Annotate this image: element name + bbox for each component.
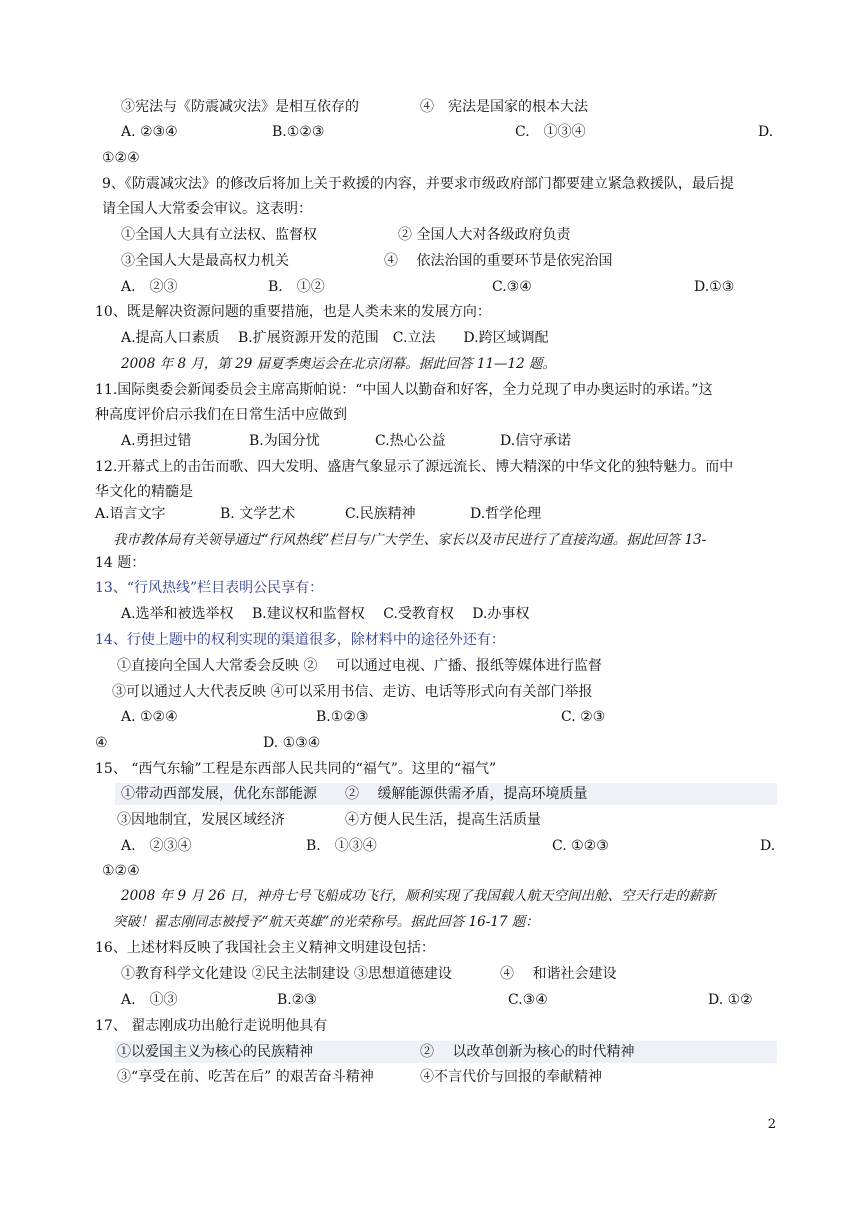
option-statement: ③“享受在前、吃苦在后” 的艰苦奋斗精神 bbox=[117, 1069, 374, 1085]
answer-choice-d: D. ①③④ bbox=[263, 735, 321, 751]
question-13: 13、“行风热线”栏目表明公民享有： bbox=[95, 580, 324, 596]
option-statement: ② 以改革创新为核心的时代精神 bbox=[420, 1044, 635, 1060]
question-16: 16、上述材料反映了我国社会主义精神文明建设包括： bbox=[95, 940, 435, 956]
answer-choice-c: C.③④ bbox=[492, 279, 532, 295]
page-number: 2 bbox=[767, 1117, 776, 1132]
option-statement: ③全国人大是最高权力机关 bbox=[121, 253, 289, 269]
question-9-cont: 请全国人大常委会审议。这表明： bbox=[102, 201, 312, 217]
passage-intro-cont: 14 题： bbox=[95, 555, 146, 571]
answer-choice-b: B. ①② bbox=[268, 279, 325, 295]
answer-choice-a: A. ②③④ bbox=[121, 124, 178, 140]
answer-choice-a: A.勇担过错 bbox=[121, 433, 192, 449]
answer-choice-d: D.①③ bbox=[694, 279, 735, 295]
answer-choice-b: B. 文学艺术 bbox=[220, 506, 296, 522]
answer-choice-b: B.①②③ bbox=[272, 124, 325, 140]
question-14: 14、行使上题中的权利实现的渠道很多，除材料中的途径外还有： bbox=[95, 632, 505, 648]
answer-choice-d: D. bbox=[758, 124, 774, 140]
answer-choices: A.选举和被选举权 B.建议权和监督权 C.受教育权 D.办事权 bbox=[121, 606, 530, 622]
answer-choice-c: C. ②③ bbox=[561, 709, 606, 725]
answer-choice-c: C. ①③④ bbox=[515, 124, 586, 140]
option-statement: ①以爱国主义为核心的民族精神 bbox=[117, 1044, 313, 1060]
answer-choice-d: D.信守承诺 bbox=[500, 433, 572, 449]
answer-choice-a: A. ①③ bbox=[121, 992, 178, 1008]
answer-choice-d-cont: ①②④ bbox=[102, 863, 140, 879]
question-9: 9、《防震减灾法》的修改后将加上关于救援的内容，并要求市级政府部门都要建立紧急救援队，最后提 bbox=[102, 176, 734, 192]
answer-choice-d: D. bbox=[760, 838, 776, 854]
question-12-cont: 华文化的精髓是 bbox=[95, 484, 193, 500]
option-statement: ④ 依法治国的重要环节是依宪治国 bbox=[384, 253, 613, 269]
question-15: 15、 “西气东输”工程是东西部人民共同的“福气”。这里的“福气” bbox=[95, 761, 497, 777]
option-statement: ② 全国人大对各级政府负责 bbox=[398, 227, 571, 243]
answer-choice-a: A.语言文字 bbox=[95, 506, 166, 522]
answer-choice-c: C.热心公益 bbox=[375, 433, 446, 449]
answer-choice-d: D.哲学伦理 bbox=[470, 506, 542, 522]
answer-choice-c-cont: ④ bbox=[95, 735, 108, 751]
answer-choice-a: A. ②③ bbox=[121, 279, 178, 295]
answer-choice-d-cont: ①②④ bbox=[102, 150, 140, 166]
answer-choice-a: A. ②③④ bbox=[121, 838, 192, 854]
option-statement: ①直接向全国人大常委会反映 ② 可以通过电视、广播、报纸等媒体进行监督 bbox=[117, 658, 602, 674]
question-11: 11.国际奥委会新闻委员会主席高斯帕说：“中国人以勤奋和好客，全力兑现了申办奥运时的承诺。”这 bbox=[95, 382, 713, 398]
answer-choice-c: C. ①②③ bbox=[552, 838, 609, 854]
passage-intro: 我市教体局有关领导通过“行风热线”栏目与广大学生、家长以及市民进行了直接沟通。据此回答 13- bbox=[113, 532, 707, 548]
answer-choice-c: C.民族精神 bbox=[345, 506, 416, 522]
option-statement: ①全国人大具有立法权、监督权 bbox=[121, 227, 317, 243]
option-statement: ④ 宪法是国家的根本大法 bbox=[420, 99, 588, 115]
option-statement: ③宪法与《防震减灾法》是相互依存的 bbox=[121, 99, 359, 115]
answer-choice-d: D. ①② bbox=[708, 992, 753, 1008]
answer-choice-b: B.①②③ bbox=[316, 709, 369, 725]
question-12: 12.开幕式上的击缶而歌、四大发明、盛唐气象显示了源远流长、博大精深的中华文化的独特魅力。而中 bbox=[95, 459, 734, 475]
answer-choice-b: B.为国分忧 bbox=[249, 433, 320, 449]
passage-intro: 2008 年 8 月，第 29 届夏季奥运会在北京闭幕。据此回答 11—12 题。 bbox=[121, 356, 557, 372]
answer-choice-a: A. ①②④ bbox=[121, 709, 178, 725]
question-11-cont: 种高度评价启示我们在日常生活中应做到 bbox=[95, 407, 347, 423]
question-10: 10、既是解决资源问题的重要措施，也是人类未来的发展方向： bbox=[95, 304, 491, 320]
option-statement: ④方便人民生活，提高生活质量 bbox=[345, 812, 541, 828]
option-statement: ①教育科学文化建设 ②民主法制建设 ③思想道德建设 bbox=[121, 966, 452, 982]
answer-choice-c: C.③④ bbox=[508, 992, 548, 1008]
option-statement: ② 缓解能源供需矛盾，提高环境质量 bbox=[345, 786, 588, 802]
answer-choice-b: B. ①③④ bbox=[306, 838, 377, 854]
question-17: 17、 翟志刚成功出舱行走说明他具有 bbox=[95, 1018, 328, 1034]
option-statement: ①带动西部发展，优化东部能源 bbox=[121, 786, 317, 802]
answer-choice-b: B.②③ bbox=[277, 992, 317, 1008]
option-statement: ④不言代价与回报的奉献精神 bbox=[420, 1069, 602, 1085]
option-statement: ④ 和谐社会建设 bbox=[500, 966, 617, 982]
passage-intro: 2008 年 9 月 26 日，神舟七号飞船成功飞行，顺利实现了我国载人航天空间出舱、空天行走的薪新 bbox=[121, 888, 716, 904]
option-statement: ③可以通过人大代表反映 ④可以采用书信、走访、电话等形式向有关部门举报 bbox=[112, 684, 593, 700]
answer-choices: A.提高人口素质 B.扩展资源开发的范围 C.立法 D.跨区域调配 bbox=[121, 330, 549, 346]
passage-intro-cont: 突破！翟志刚同志被授予“航天英雄”的光荣称号。据此回答 16-17 题： bbox=[113, 914, 539, 930]
option-statement: ③因地制宜，发展区域经济 bbox=[117, 812, 285, 828]
